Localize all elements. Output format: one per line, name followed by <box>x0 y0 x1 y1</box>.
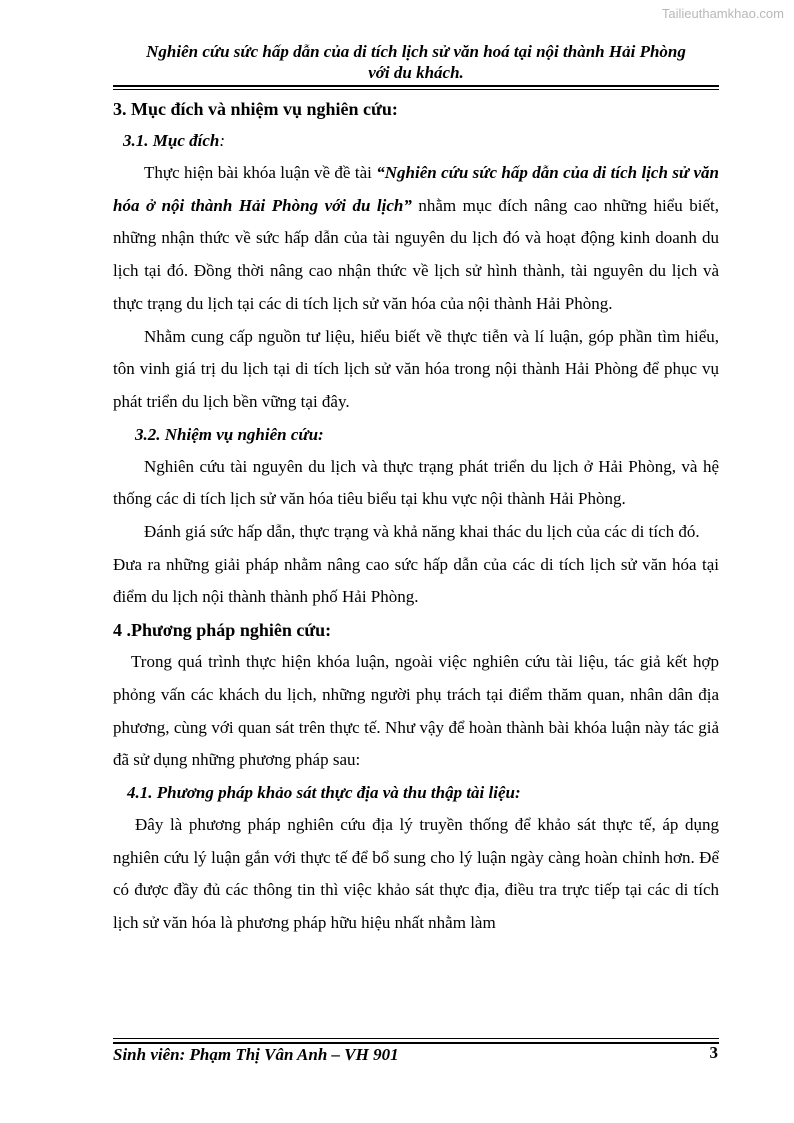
section-3-1-paragraph-2: Nhằm cung cấp nguồn tư liệu, hiểu biết về thực tiễn và lí luận, góp phần tìm hiểu, tôn vinh giá trị du lịch tại di tích lịch sử văn hóa trong nội thành Hải Phòng để phục vụ phát triển du lịch bền vững tại đây. <box>113 326 719 411</box>
section-4-1-heading: 4.1. Phương pháp khảo sát thực địa và thu thập tài liệu: <box>127 782 521 802</box>
p1-text-after: nhằm mục đích nâng cao những hiểu biết, những nhận thức về sức hấp dẫn của tài nguyên du lịch đó và hoạt động kinh doanh du lịch tại đó. Đồng thời nâng cao nhận thức về lịch sử hình thành, tài nguyên du lịch và thực trạng du lịch tại các di tích lịch sử văn hóa của nội thành Hải Phòng. <box>113 195 720 313</box>
header-rule <box>113 85 719 87</box>
section-3-1-title: 3.1. Mục đích <box>123 131 220 150</box>
watermark: Tailieuthamkhao.com <box>661 6 784 21</box>
footer-rule-thin <box>113 1038 719 1039</box>
footer-rule <box>113 1042 719 1044</box>
footer-author: Sinh viên: Phạm Thị Vân Anh – VH 901 <box>113 1045 399 1064</box>
section-4-heading: 4 .Phương pháp nghiên cứu: <box>113 620 332 641</box>
header-line-2: với du khách. <box>368 63 464 82</box>
header-line-1: Nghiên cứu sức hấp dẫn của di tích lịch sử văn hoá tại nội thành Hải Phòng <box>146 42 686 61</box>
page-content <box>113 93 719 940</box>
p1-text-before: Thực hiện bài khóa luận về đề tài <box>144 163 377 182</box>
section-3-2-paragraph-1: Nghiên cứu tài nguyên du lịch và thực trạng phát triển du lịch ở Hải Phòng, và hệ thống các di tích lịch sử văn hóa tiêu biểu tại khu vực nội thành Hải Phòng. <box>113 456 719 509</box>
section-4-paragraph-1: Trong quá trình thực hiện khóa luận, ngoài việc nghiên cứu tài liệu, tác giả kết hợp phỏng vấn các khách du lịch, những người phụ trách tại điểm thăm quan, nhân dân địa phương, cùng với quan sát trên thực tế. Như vậy để hoàn thành bài khóa luận này tác giả đã sử dụng những phương pháp sau: <box>113 652 719 770</box>
page-number: 3 <box>709 1043 718 1062</box>
section-3-1-colon: : <box>219 131 226 150</box>
section-3-heading: 3. Mục đích và nhiệm vụ nghiên cứu: <box>113 99 398 119</box>
section-3-1-paragraph-1 <box>113 157 719 321</box>
section-3-2-paragraph-2: Đánh giá sức hấp dẫn, thực trạng và khả năng khai thác du lịch của các di tích đó. <box>144 522 700 542</box>
section-3-2-paragraph-3: Đưa ra những giải pháp nhằm nâng cao sức hấp dẫn của các di tích lịch sử văn hóa tại điểm du lịch nội thành thành phố Hải Phòng. <box>113 554 719 607</box>
header-rule-thin <box>113 89 719 90</box>
section-3-1-heading <box>113 125 719 157</box>
p1-thesis-title: “Nghiên cứu sức hấp dẫn của di tích lịch sử văn hóa ở nội thành Hải Phòng với du lịch” <box>113 163 720 215</box>
page-header <box>113 41 719 83</box>
section-4-1-paragraph-1: Đây là phương pháp nghiên cứu địa lý truyền thống để khảo sát thực tế, áp dụng nghiên cứu lý luận gắn với thực tế để bổ sung cho lý luận ngày càng hoàn chỉnh hơn. Để có được đầy đủ các thông tin thì việc khảo sát thực địa, điều tra trực tiếp tại các di tích lịch sử văn hóa là phương pháp hữu hiệu nhất nhằm làm <box>113 814 719 933</box>
section-3-2-heading: 3.2. Nhiệm vụ nghiên cứu: <box>135 424 324 444</box>
